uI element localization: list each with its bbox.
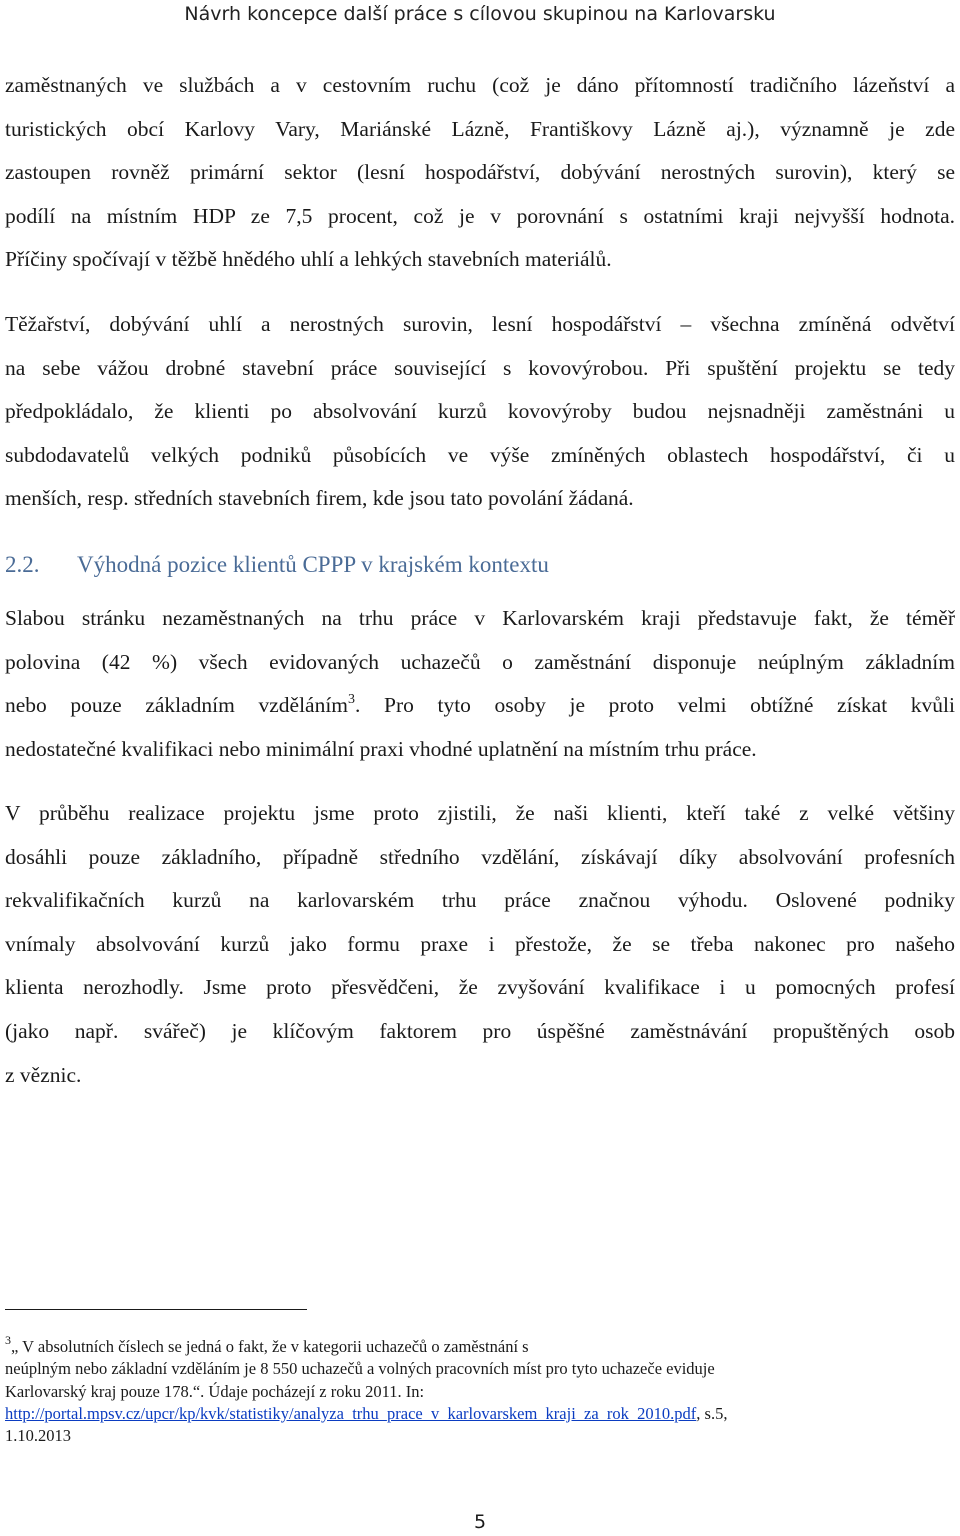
source-link[interactable]: http://portal.mpsv.cz/upcr/kp/kvk/statistiky/analyza_trhu_prace_v_karlovarskem_kraji_za_rok_2010.pdf: [5, 1403, 697, 1423]
paragraph-line: polovina (42 %) všech evidovaných uchazečů o zaměstnání disponuje neúplným základním: [5, 649, 955, 674]
paragraph-4: [5, 792, 955, 1097]
footnote-reference[interactable]: 3: [348, 692, 356, 708]
paragraph-1: [5, 64, 955, 282]
paragraph-line: z věznic.: [5, 1062, 82, 1087]
footnote-separator: [5, 1309, 307, 1310]
footnote-line: [5, 1403, 955, 1425]
paragraph-line: Příčiny spočívají v těžbě hnědého uhlí a lehkých stavebních materiálů.: [5, 247, 612, 272]
paragraph-line: rekvalifikačních kurzů na karlovarském trhu práce značnou výhodu. Oslovené podniky: [5, 888, 955, 913]
footnote-mark: 3: [5, 1333, 11, 1347]
footnote: [5, 1333, 955, 1447]
paragraph-line: Slabou stránku nezaměstnaných na trhu práce v Karlovarském kraji představuje fakt, že téměř: [5, 606, 955, 630]
paragraph-text: . Pro tyto osoby je proto velmi obtížné získat kvůli: [355, 693, 955, 718]
footnote-line: 1.10.2013: [5, 1426, 71, 1446]
paragraph-line: podílí na místním HDP ze 7,5 procent, což je v porovnání s ostatními kraji nejvyšší hodnota.: [5, 203, 955, 228]
footnote-line: neúplným nebo základní vzděláním je 8 550 uchazečů a volných pracovních míst pro tyto uchazeče eviduje: [5, 1359, 715, 1379]
paragraph-line: V průběhu realizace projektu jsme proto zjistili, že naši klienti, kteří také z velké většiny: [5, 801, 955, 825]
paragraph-2: [5, 303, 955, 521]
paragraph-line: vnímaly absolvování kurzů jako formu praxe i přestože, že se třeba nakonec pro našeho: [5, 931, 955, 956]
paragraph-line: předpokládalo, že klienti po absolvování kurzů kovovýroby budou nejsnadněji zaměstnáni u: [5, 399, 955, 424]
paragraph-line: dosáhli pouze základního, případně středního vzdělání, získávají díky absolvování profesních: [5, 844, 955, 869]
paragraph-line: [5, 684, 955, 728]
section-title: Výhodná pozice klientů CPPP v krajském kontextu: [77, 552, 549, 577]
footnote-line: [5, 1333, 955, 1358]
paragraph-line: Těžařství, dobývání uhlí a nerostných surovin, lesní hospodářství – všechna zmíněná odvětví: [5, 312, 955, 336]
paragraph-line: turistických obcí Karlovy Vary, Mariánské Lázně, Františkovy Lázně aj.), významně je zde: [5, 116, 955, 141]
footnote-text: , s.5,: [696, 1403, 728, 1423]
paragraph-line: nedostatečné kvalifikaci nebo minimální praxi vhodné uplatnění na místním trhu práce.: [5, 736, 757, 761]
running-header: Návrh koncepce další práce s cílovou skupinou na Karlovarsku: [184, 3, 776, 25]
paragraph-line: zaměstnaných ve službách a v cestovním ruchu (což je dáno přítomností tradičního lázeňství a: [5, 73, 955, 97]
paragraph-line: subdodavatelů velkých podniků působících ve výše zmíněných oblastech hospodářství, či u: [5, 442, 955, 467]
page-number: 5: [473, 1511, 487, 1533]
paragraph-text: nebo pouze základním vzděláním: [5, 693, 349, 718]
paragraph-line: (jako např. svářeč) je klíčovým faktorem pro úspěšné zaměstnávání propuštěných osob: [5, 1018, 955, 1043]
footnote-text: „ V absolutních číslech se jedná o fakt, že v kategorii uchazečů o zaměstnání s: [11, 1337, 529, 1356]
paragraph-line: zastoupen rovněž primární sektor (lesní hospodářství, dobývání nerostných surovin), který se: [5, 160, 955, 185]
paragraph-3: [5, 597, 955, 771]
section-number: 2.2.: [5, 552, 40, 577]
footnote-line: Karlovarský kraj pouze 178.“. Údaje pocházejí z roku 2011. In:: [5, 1381, 425, 1401]
section-heading: [5, 545, 549, 585]
paragraph-line: menších, resp. středních stavebních firem, kde jsou tato povolání žádaná.: [5, 486, 634, 511]
paragraph-line: klienta nerozhodly. Jsme proto přesvědčeni, že zvyšování kvalifikace i u pomocných profesí: [5, 975, 955, 1000]
paragraph-line: na sebe vážou drobné stavební práce související s kovovýrobou. Při spuštění projektu se tedy: [5, 355, 955, 380]
